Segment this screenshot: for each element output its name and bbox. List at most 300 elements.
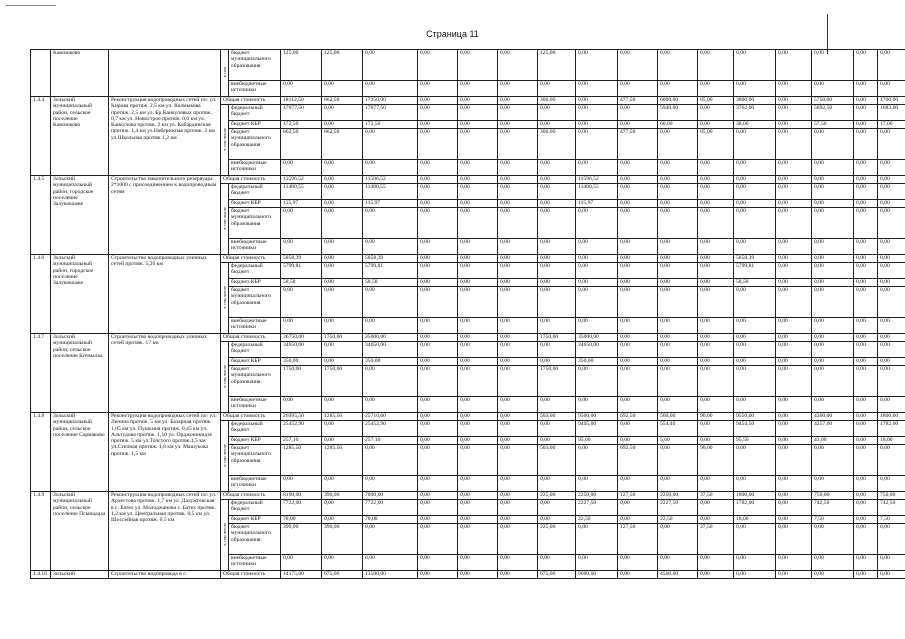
row-project: Реконструкция водопроводных сетей по: ул. Кирова протяж. 2,5 км ул. Калмыкова протяж. 2,5 км ул. Бр.Канкуловых протяж. 0,7 км ул. Новострое протяж. 0,6 км ул. Канкулова протяж. 2 км ул. Кабардинская протяж. 1,4 км ул.Набережная протяж. 2 км ул.Школьная протяж 1,2 км bbox=[109, 97, 221, 176]
value-cell: 0,00 bbox=[498, 200, 538, 208]
value-cell: 0,00 bbox=[698, 50, 734, 81]
value-cell: 2227,50 bbox=[658, 500, 698, 516]
value-cell: 0,00 bbox=[776, 476, 812, 492]
value-cell: 0,00 bbox=[618, 397, 658, 413]
value-cell: 127,50 bbox=[618, 524, 658, 555]
value-cell: 0,00 bbox=[854, 50, 878, 81]
value-cell: 0,00 bbox=[576, 263, 618, 279]
value-cell: 22,50 bbox=[658, 516, 698, 524]
value-cell: 37,50 bbox=[698, 524, 734, 555]
value-cell: 0,00 bbox=[776, 421, 812, 437]
value-cell: 0,00 bbox=[498, 81, 538, 97]
value-cell: 172,50 bbox=[363, 121, 418, 129]
value-cell: 25452,90 bbox=[363, 421, 418, 437]
value-cell: 0,00 bbox=[734, 342, 776, 358]
value-cell: 7800,00 bbox=[363, 492, 418, 500]
value-cell: 0,00 bbox=[363, 445, 418, 476]
value-cell: 0,00 bbox=[812, 358, 854, 366]
row-project: Реконструкция водопроводных сетей по: ул. Архестова протяж. 1,7 км ул. Дахужгекская в с. Батех ул. Молоджанова с. Батех протяж. 1,2 км ул. Центральная протяж. 0,5 км ул. Шоссейная протяж. 0,5 км bbox=[109, 492, 221, 571]
value-cell: 115,97 bbox=[281, 200, 322, 208]
value-cell: 0,00 bbox=[538, 318, 576, 334]
value-cell: 0,00 bbox=[458, 200, 498, 208]
value-cell: 0,00 bbox=[281, 81, 322, 97]
value-cell: 390,00 bbox=[281, 524, 322, 555]
vtext-label bbox=[221, 342, 229, 413]
value-cell: 0,00 bbox=[538, 421, 576, 437]
value-cell: 0,00 bbox=[498, 97, 538, 105]
value-cell: 0,00 bbox=[698, 200, 734, 208]
value-cell: 0,00 bbox=[658, 255, 698, 263]
value-cell: 4257,00 bbox=[812, 421, 854, 437]
value-cell: 0,00 bbox=[776, 571, 812, 579]
value-cell: 0,00 bbox=[618, 421, 658, 437]
vtext-label bbox=[221, 421, 229, 492]
value-cell: 0,00 bbox=[418, 571, 458, 579]
value-cell: 0,00 bbox=[498, 208, 538, 239]
value-cell: 1800,00 bbox=[878, 413, 905, 421]
value-cell: 0,00 bbox=[322, 555, 363, 571]
value-cell: 0,00 bbox=[698, 105, 734, 121]
value-cell: 0,00 bbox=[618, 318, 658, 334]
source-label: бюджет муниципального образования bbox=[229, 445, 281, 476]
value-cell: 0,00 bbox=[776, 255, 812, 263]
value-cell: 0,00 bbox=[854, 476, 878, 492]
value-cell: 8190,00 bbox=[281, 492, 322, 500]
margin-line bbox=[827, 14, 828, 54]
value-cell: 0,00 bbox=[658, 358, 698, 366]
value-cell: 0,00 bbox=[698, 176, 734, 184]
value-cell: 477,50 bbox=[618, 129, 658, 160]
value-cell: 0,00 bbox=[776, 437, 812, 445]
value-cell: 0,00 bbox=[458, 366, 498, 397]
value-cell: 0,00 bbox=[363, 524, 418, 555]
vtext: в том числе bbox=[222, 443, 227, 467]
vtext: в том числе bbox=[222, 285, 227, 309]
value-cell: 1750,00 bbox=[538, 366, 576, 397]
value-cell: 11480,55 bbox=[576, 184, 618, 200]
value-cell: 0,00 bbox=[878, 81, 905, 97]
value-cell: 503,00 bbox=[538, 445, 576, 476]
source-label: федеральный бюджет bbox=[229, 184, 281, 200]
value-cell: 0,00 bbox=[322, 263, 363, 279]
value-cell: 0,00 bbox=[812, 160, 854, 176]
value-cell: 0,00 bbox=[281, 318, 322, 334]
value-cell: 0,00 bbox=[776, 492, 812, 500]
total-label: Общая стоимость bbox=[221, 255, 281, 263]
value-cell: 78,00 bbox=[363, 516, 418, 524]
value-cell: 0,00 bbox=[658, 334, 698, 342]
value-cell: 0,00 bbox=[538, 358, 576, 366]
value-cell: 0,00 bbox=[812, 342, 854, 358]
value-cell: 0,00 bbox=[698, 476, 734, 492]
value-cell: 0,00 bbox=[878, 318, 905, 334]
value-cell: 3800,00 bbox=[734, 97, 776, 105]
value-cell: 0,00 bbox=[698, 342, 734, 358]
value-cell: 0,00 bbox=[658, 397, 698, 413]
value-cell: 9550,00 bbox=[734, 413, 776, 421]
value-cell: 0,00 bbox=[576, 476, 618, 492]
value-cell: 0,00 bbox=[776, 129, 812, 160]
value-cell: 0,00 bbox=[418, 50, 458, 81]
value-cell: 0,00 bbox=[363, 318, 418, 334]
value-cell: 0,00 bbox=[734, 129, 776, 160]
value-cell: 0,00 bbox=[618, 50, 658, 81]
value-cell: 0,00 bbox=[776, 413, 812, 421]
value-cell: 0,00 bbox=[458, 184, 498, 200]
value-cell: 4500,00 bbox=[658, 571, 698, 579]
value-cell: 0,00 bbox=[418, 334, 458, 342]
source-label: бюджет муниципального образования bbox=[229, 50, 281, 81]
value-cell: 85,00 bbox=[698, 129, 734, 160]
page-title: Страница 11 bbox=[426, 29, 479, 39]
value-cell: 0,00 bbox=[698, 184, 734, 200]
source-label: бюджет муниципального образования bbox=[229, 366, 281, 397]
value-cell: 0,00 bbox=[576, 287, 618, 318]
value-cell: 0,00 bbox=[734, 358, 776, 366]
value-cell: 350,00 bbox=[576, 358, 618, 366]
value-cell: 1750,00 bbox=[322, 334, 363, 342]
value-cell: 0,00 bbox=[878, 279, 905, 287]
value-cell: 11596,52 bbox=[363, 176, 418, 184]
value-cell: 0,00 bbox=[363, 555, 418, 571]
value-cell: 225,00 bbox=[538, 524, 576, 555]
value-cell: 0,00 bbox=[776, 555, 812, 571]
source-label: внебюджетные источники bbox=[229, 476, 281, 492]
table-row bbox=[31, 413, 905, 421]
value-cell: 0,00 bbox=[776, 121, 812, 129]
value-cell: 0,00 bbox=[576, 208, 618, 239]
row-project bbox=[109, 50, 221, 97]
value-cell: 0,00 bbox=[576, 160, 618, 176]
row-num: 1.4.4 bbox=[31, 97, 51, 176]
value-cell: 0,00 bbox=[734, 476, 776, 492]
value-cell: 0,00 bbox=[418, 184, 458, 200]
value-cell: 0,00 bbox=[498, 287, 538, 318]
value-cell: 0,00 bbox=[538, 342, 576, 358]
value-cell: 0,00 bbox=[698, 500, 734, 516]
value-cell: 0,00 bbox=[538, 160, 576, 176]
value-cell: 0,00 bbox=[538, 397, 576, 413]
value-cell: 0,00 bbox=[776, 366, 812, 397]
value-cell: 0,00 bbox=[618, 200, 658, 208]
value-cell: 0,00 bbox=[854, 208, 878, 239]
value-cell: 0,00 bbox=[498, 121, 538, 129]
value-cell: 18112,50 bbox=[281, 97, 322, 105]
value-cell: 0,00 bbox=[854, 255, 878, 263]
value-cell: 0,00 bbox=[418, 413, 458, 421]
value-cell: 0,00 bbox=[854, 366, 878, 397]
value-cell: 90,00 bbox=[698, 445, 734, 476]
vtext-label bbox=[221, 184, 229, 255]
value-cell: 0,00 bbox=[812, 81, 854, 97]
value-cell: 57,50 bbox=[812, 121, 854, 129]
value-cell: 1782,00 bbox=[878, 421, 905, 437]
value-cell: 0,00 bbox=[498, 397, 538, 413]
value-cell: 5799,81 bbox=[734, 263, 776, 279]
value-cell: 0,00 bbox=[878, 184, 905, 200]
value-cell: 13500,00 bbox=[363, 571, 418, 579]
value-cell: 5,60 bbox=[658, 437, 698, 445]
value-cell: 0,00 bbox=[812, 200, 854, 208]
value-cell: 0,00 bbox=[776, 263, 812, 279]
vtext: в том bbox=[222, 66, 227, 78]
value-cell: 350,00 bbox=[363, 358, 418, 366]
value-cell: 862,50 bbox=[322, 129, 363, 160]
value-cell: 0,00 bbox=[418, 287, 458, 318]
value-cell: 0,00 bbox=[363, 476, 418, 492]
value-cell: 0,00 bbox=[322, 255, 363, 263]
value-cell: 0,00 bbox=[418, 97, 458, 105]
value-cell: 0,00 bbox=[576, 555, 618, 571]
value-cell: 0,00 bbox=[418, 421, 458, 437]
value-cell: 390,00 bbox=[322, 492, 363, 500]
value-cell: 0,00 bbox=[734, 334, 776, 342]
value-cell: 0,00 bbox=[538, 184, 576, 200]
value-cell: 0,00 bbox=[538, 121, 576, 129]
value-cell: 0,00 bbox=[734, 555, 776, 571]
value-cell: 0,00 bbox=[418, 524, 458, 555]
value-cell: 0,00 bbox=[363, 129, 418, 160]
value-cell: 554,40 bbox=[658, 421, 698, 437]
value-cell: 0,00 bbox=[363, 160, 418, 176]
value-cell: 0,00 bbox=[878, 524, 905, 555]
value-cell: 0,00 bbox=[538, 287, 576, 318]
value-cell: 0,00 bbox=[418, 263, 458, 279]
value-cell: 95,00 bbox=[576, 437, 618, 445]
value-cell: 5858,39 bbox=[363, 255, 418, 263]
value-cell: 0,00 bbox=[698, 279, 734, 287]
row-region: Камлюково bbox=[51, 50, 109, 97]
value-cell: 0,00 bbox=[658, 50, 698, 81]
value-cell: 0,00 bbox=[658, 160, 698, 176]
value-cell: 0,00 bbox=[418, 397, 458, 413]
vtext: в том числе bbox=[222, 364, 227, 388]
value-cell: 0,00 bbox=[363, 208, 418, 239]
value-cell: 1285,50 bbox=[322, 445, 363, 476]
value-cell: 0,00 bbox=[458, 129, 498, 160]
value-cell: 0,00 bbox=[658, 476, 698, 492]
value-cell: 0,00 bbox=[576, 366, 618, 397]
value-cell: 0,00 bbox=[538, 255, 576, 263]
value-cell: 0,00 bbox=[576, 397, 618, 413]
row-num bbox=[31, 50, 51, 97]
value-cell: 0,00 bbox=[618, 208, 658, 239]
value-cell: 0,00 bbox=[618, 516, 658, 524]
value-cell: 0,00 bbox=[658, 318, 698, 334]
value-cell: 7,50 bbox=[812, 516, 854, 524]
value-cell: 0,00 bbox=[458, 105, 498, 121]
value-cell: 0,00 bbox=[458, 50, 498, 81]
value-cell: 11596,52 bbox=[576, 176, 618, 184]
row-num: 1.4.7 bbox=[31, 334, 51, 413]
value-cell: 5750,00 bbox=[812, 97, 854, 105]
value-cell: 0,00 bbox=[576, 129, 618, 160]
value-cell: 0,00 bbox=[322, 358, 363, 366]
value-cell: 0,00 bbox=[658, 184, 698, 200]
value-cell: 0,00 bbox=[281, 397, 322, 413]
budget-table bbox=[30, 49, 905, 579]
source-label: бюджет КБР bbox=[229, 437, 281, 445]
value-cell: 17077,50 bbox=[281, 105, 322, 121]
value-cell: 0,00 bbox=[812, 366, 854, 397]
value-cell: 17,00 bbox=[878, 121, 905, 129]
value-cell: 2250,00 bbox=[576, 492, 618, 500]
value-cell: 0,00 bbox=[658, 555, 698, 571]
value-cell: 125,00 bbox=[281, 50, 322, 81]
value-cell: 0,00 bbox=[618, 555, 658, 571]
value-cell: 0,00 bbox=[498, 255, 538, 263]
value-cell: 0,00 bbox=[618, 342, 658, 358]
value-cell: 0,00 bbox=[776, 397, 812, 413]
value-cell: 35000,00 bbox=[363, 334, 418, 342]
value-cell: 750,00 bbox=[812, 492, 854, 500]
value-cell: 0,00 bbox=[878, 555, 905, 571]
value-cell: 0,00 bbox=[812, 50, 854, 81]
value-cell: 0,00 bbox=[776, 516, 812, 524]
value-cell: 0,00 bbox=[618, 476, 658, 492]
value-cell: 0,00 bbox=[498, 263, 538, 279]
vtext: в том числе bbox=[222, 127, 227, 151]
value-cell: 1750,00 bbox=[322, 366, 363, 397]
value-cell: 0,00 bbox=[458, 476, 498, 492]
value-cell: 0,00 bbox=[854, 500, 878, 516]
value-cell: 7722,00 bbox=[281, 500, 322, 516]
value-cell: 0,00 bbox=[322, 184, 363, 200]
value-cell: 0,00 bbox=[658, 176, 698, 184]
value-cell: 0,00 bbox=[322, 516, 363, 524]
value-cell: 0,00 bbox=[854, 160, 878, 176]
value-cell: 0,00 bbox=[458, 397, 498, 413]
value-cell: 0,00 bbox=[418, 366, 458, 397]
value-cell: 0,00 bbox=[322, 200, 363, 208]
value-cell: 2227,50 bbox=[576, 500, 618, 516]
value-cell: 0,00 bbox=[878, 334, 905, 342]
value-cell: 34650,00 bbox=[363, 342, 418, 358]
value-cell: 38,00 bbox=[734, 121, 776, 129]
value-cell: 0,00 bbox=[776, 358, 812, 366]
value-cell: 0,00 bbox=[418, 492, 458, 500]
value-cell: 5940,00 bbox=[658, 105, 698, 121]
value-cell: 0,00 bbox=[854, 492, 878, 500]
value-cell: 0,00 bbox=[854, 200, 878, 208]
value-cell: 0,00 bbox=[363, 239, 418, 255]
value-cell: 0,00 bbox=[498, 160, 538, 176]
table-row bbox=[31, 97, 905, 105]
value-cell: 0,00 bbox=[734, 524, 776, 555]
value-cell: 0,00 bbox=[281, 208, 322, 239]
value-cell: 0,00 bbox=[698, 263, 734, 279]
value-cell: 0,00 bbox=[322, 500, 363, 516]
value-cell: 0,00 bbox=[698, 255, 734, 263]
value-cell: 0,00 bbox=[878, 239, 905, 255]
value-cell: 0,00 bbox=[734, 571, 776, 579]
value-cell: 3762,00 bbox=[734, 105, 776, 121]
value-cell: 0,00 bbox=[618, 160, 658, 176]
value-cell: 742,50 bbox=[878, 500, 905, 516]
value-cell: 0,00 bbox=[854, 279, 878, 287]
value-cell: 14175,00 bbox=[281, 571, 322, 579]
table-row bbox=[31, 255, 905, 263]
value-cell: 0,00 bbox=[854, 81, 878, 97]
value-cell: 692,50 bbox=[618, 445, 658, 476]
value-cell: 0,00 bbox=[698, 571, 734, 579]
value-cell: 0,00 bbox=[322, 476, 363, 492]
source-label: бюджет муниципального образования bbox=[229, 287, 281, 318]
value-cell: 0,00 bbox=[418, 500, 458, 516]
source-label: бюджет КБР bbox=[229, 200, 281, 208]
value-cell: 0,00 bbox=[734, 239, 776, 255]
value-cell: 0,00 bbox=[458, 208, 498, 239]
value-cell: 0,00 bbox=[776, 200, 812, 208]
value-cell: 0,00 bbox=[776, 239, 812, 255]
value-cell: 0,00 bbox=[458, 121, 498, 129]
value-cell: 6000,00 bbox=[658, 97, 698, 105]
value-cell: 0,00 bbox=[576, 445, 618, 476]
value-cell: 34650,00 bbox=[281, 342, 322, 358]
value-cell: 0,00 bbox=[418, 200, 458, 208]
source-label: внебюджетные источники bbox=[229, 397, 281, 413]
value-cell: 0,00 bbox=[854, 437, 878, 445]
table-row bbox=[31, 50, 905, 81]
value-cell: 0,00 bbox=[498, 50, 538, 81]
value-cell: 0,00 bbox=[854, 97, 878, 105]
value-cell: 0,00 bbox=[458, 437, 498, 445]
value-cell: 0,00 bbox=[776, 342, 812, 358]
value-cell: 0,00 bbox=[618, 358, 658, 366]
value-cell: 0,00 bbox=[854, 263, 878, 279]
value-cell: 0,00 bbox=[618, 121, 658, 129]
value-cell: 0,00 bbox=[322, 160, 363, 176]
value-cell: 11480,55 bbox=[363, 184, 418, 200]
value-cell: 0,00 bbox=[854, 184, 878, 200]
value-cell: 0,00 bbox=[618, 176, 658, 184]
value-cell: 0,00 bbox=[812, 476, 854, 492]
value-cell: 0,00 bbox=[658, 81, 698, 97]
value-cell: 1700,00 bbox=[878, 97, 905, 105]
value-cell: 675,00 bbox=[322, 571, 363, 579]
value-cell: 58,58 bbox=[363, 279, 418, 287]
value-cell: 0,00 bbox=[776, 105, 812, 121]
value-cell: 0,00 bbox=[698, 208, 734, 239]
value-cell: 9000,00 bbox=[576, 571, 618, 579]
value-cell: 0,00 bbox=[776, 50, 812, 81]
value-cell: 7,50 bbox=[878, 516, 905, 524]
value-cell: 0,00 bbox=[418, 176, 458, 184]
value-cell: 0,00 bbox=[281, 287, 322, 318]
value-cell: 9454,50 bbox=[734, 421, 776, 437]
row-project: Строительство водопроводных уличных сетей протяж. 17 км bbox=[109, 334, 221, 413]
value-cell: 0,00 bbox=[776, 318, 812, 334]
value-cell: 0,00 bbox=[498, 445, 538, 476]
value-cell: 0,00 bbox=[363, 397, 418, 413]
value-cell: 0,00 bbox=[658, 287, 698, 318]
value-cell: 0,00 bbox=[658, 524, 698, 555]
source-label: внебюджетные источники bbox=[229, 239, 281, 255]
value-cell: 0,00 bbox=[498, 437, 538, 445]
value-cell: 0,00 bbox=[322, 121, 363, 129]
value-cell: 0,00 bbox=[458, 97, 498, 105]
total-label: Общая стоимость bbox=[221, 97, 281, 105]
value-cell: 0,00 bbox=[812, 176, 854, 184]
value-cell: 0,00 bbox=[458, 571, 498, 579]
value-cell: 0,00 bbox=[658, 239, 698, 255]
value-cell: 0,00 bbox=[734, 445, 776, 476]
value-cell: 0,00 bbox=[812, 571, 854, 579]
value-cell: 0,00 bbox=[878, 445, 905, 476]
value-cell: 0,00 bbox=[618, 279, 658, 287]
value-cell: 0,00 bbox=[322, 342, 363, 358]
scan-mark bbox=[6, 5, 56, 6]
